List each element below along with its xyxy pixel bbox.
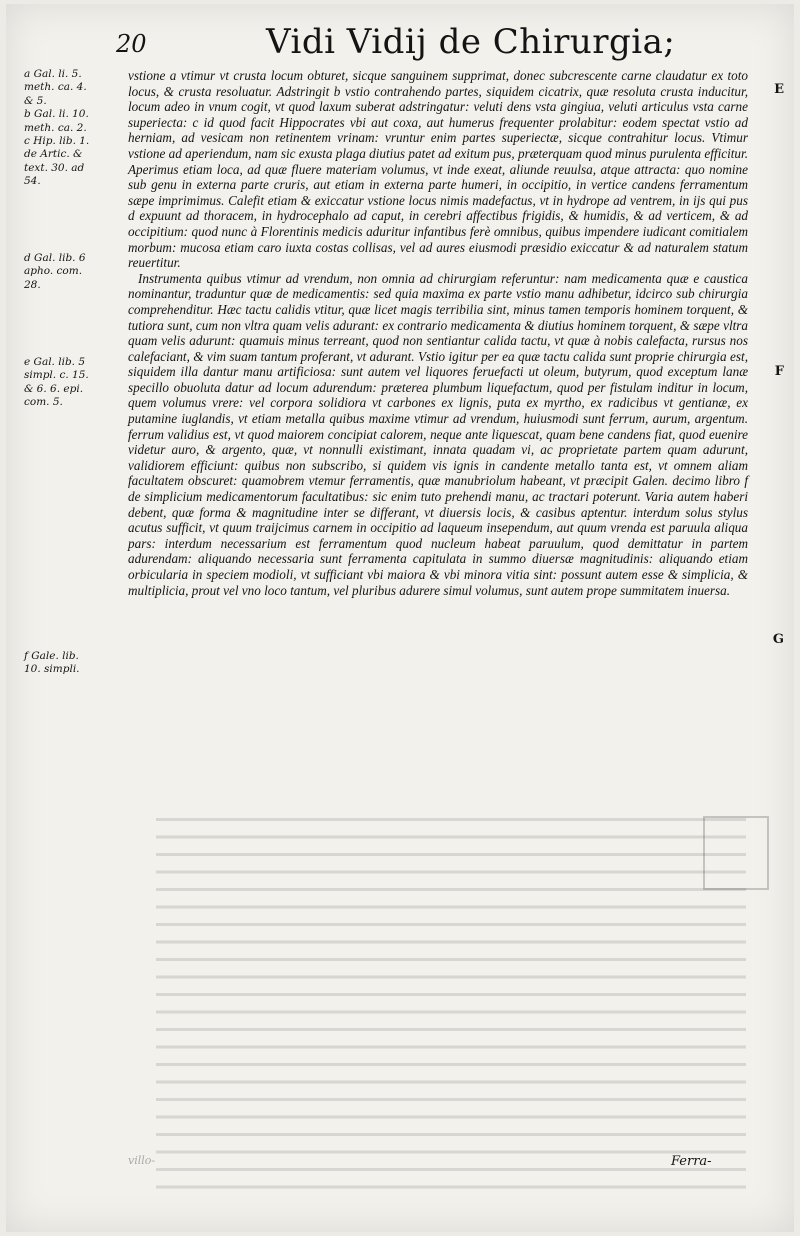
- body-text: [128, 68, 748, 598]
- bleed-through-text-area: [156, 809, 746, 1189]
- paragraph: Instrumenta quibus vtimur ad vrendum, non omnia ad chirurgiam referuntur: nam medicamenta quæ e caustica nominantur, traduntur quæ de medicamentis: sed quia maxima ex parte vstio manu adhibetur, idcirco sub chirurgia comprehenditur. Hæc tactu calidis vtitur, quæ licet magis terribilia sint, minus tamen temporis hominem torquent, & tutiora sunt, cum non vltra quam velis adurant: ex contrario medicamenta & diutius hominem torquent, & sæpe vltra quam velis adurunt: quamuis minus terreant, quod non sentiantur calida tactu, vt quæ à nobis calefacta, rursus nos calefaciant, & vim suam tantum proferant, vt adurant. Vstio igitur per ea quæ tactu calida sunt proprie chirurgia est, siquidem illa dantur manu artificiosa: sunt autem vel liquores feruefacti ut oleum, butyrum, quod exceptum lanæ specillo obuoluta datur ad locum adurendum: præterea plumbum liquefactum, quod per fistulam inditur in locum, quem volumus vrere: vel corpora solidiora vt carbones ex lignis, puta ex myrtho, ex radicibus vt gentianæ, ex putamine iuglandis, vt etiam metalla quibus maxime vtimur ad vrendum, huiusmodi sunt ferrum, aurum, argentum. ferrum validius est, vt quod maiorem concipiat calorem, neque ante liquescat, quam bene candens fiat, quod euenire videtur auro, & argento, quæ, vt nonnulli existimant, innata quadam vi, ac proprietate partem quam adurunt, validiorem efficiunt: quibus non subscribo, si quidem vis ignis in candente metallo tanta est, vt omnem aliam facultatem obscuret: quamobrem vtemur ferramentis, quæ manubriolum habeant, vt præcipit Galen. decimo libro f de simplicium medicamentorum facultatibus: sic enim tuto prehendi manu, ac tractari poterunt. Varia autem haberi debent, quæ forma & magnitudine inter se differant, vt diuersis locis, & casibus aptentur. interdum solus stylus acutus sufficit, vt quum traijcimus carnem in occipitio ad laqueum insependum, aut quum vrenda est paruula aliqua pars: interdum necessarium est ferramentum quod nucleum habeat paruulum, quod demittatur in partem adurendam: aliquando necessaria sunt ferramenta capitulata in summo diuersæ magnitudinis: aliquando etiam orbicularia in speciem modioli, vt sufficiant vbi maiora & vbi minora vitia sint: possunt autem esse & simplicia, & multiplicia, prout vel vno loco tantum, vel pluribus adurere simul volumus, sunt autem prope summitatem inuersa.: [128, 270, 748, 598]
- margin-note-text: e Gal. lib. 5 simpl. c. 15. & 6. 6. epi. com. 5.: [24, 356, 89, 409]
- margin-note: [24, 68, 119, 189]
- margin-note-text: f Gale. lib. 10. simpli.: [24, 650, 80, 676]
- page-number: 20: [116, 30, 147, 58]
- side-letter: F: [774, 364, 784, 379]
- running-head: [116, 22, 716, 68]
- margin-note-text: a Gal. li. 5. meth. ca. 4. & 5. b Gal. li. 10. meth. ca. 2. c Hip. lib. 1. de Artic. & text. 30. ad 54.: [24, 68, 90, 188]
- paragraph: vstione a vtimur vt crusta locum obturet, sicque sanguinem supprimat, donec subcrescente carne claudatur ex toto locus, & crusta resoluatur. Adstringit b vstio contrahendo partes, siquidem cicatrix, quæ resoluta crusta inducitur, locum adeo in vnum cogit, vt quod laxum suberat adstringatur: veluti dens vsta gingiua, veluti articulus vsta carne superiecta: c id quod facit Hippocrates vbi aut coxa, aut humerus frequenter prolabitur: eodem spectat vstio ad herniam, ad vesicam non retinentem vrinam: vruntur enim partes superiectæ, sicque contrahitur locus. Vtimur vstione ad aperiendum, nam sic exusta plaga diutius patet ad exitum pus, præterquam quod minus purulenta efficitur. Aperimus etiam loca, ad quæ fluere materiam volumus, vt inde exeat, aliunde reuulsa, atque attracta: quo nomine sub genu in externa parte cruris, aut etiam in externa parte humeri, in occipitio, in vertice candens ferramentum sæpe imprimimus. Calefit etiam & exiccatur vstione locus nimis madefactus, vt in hydrope ad ventrem, in ijs qui pus d expuunt ad thoracem, in hydrocephalo ad caput, in cerebri affectibus frigidis, & humidis, & ad verticem, & ad occipitium: quod nunc à Florentinis medicis aduritur infantibus ferè omnibus, quibus impendere iudicant comitialem morbum: mucosa etiam caro iuxta costas collisas, vel ad aures eiusmodi præsidio exiccatur & ad naturalem statum reuertitur.: [128, 68, 748, 271]
- side-letter: G: [772, 632, 784, 647]
- margin-note: [24, 650, 119, 677]
- catchword: Ferra-: [671, 1154, 712, 1169]
- side-letter: E: [774, 82, 784, 97]
- bleed-through-woodcut: [703, 816, 769, 890]
- running-title: Vidi Vidij de Chirurgia;: [266, 22, 676, 62]
- margin-note: [24, 252, 119, 292]
- book-page: [6, 4, 794, 1232]
- margin-note: [24, 356, 119, 410]
- margin-note-text: d Gal. lib. 6 apho. com. 28.: [24, 252, 86, 291]
- bleed-through-word: villo-: [128, 1154, 156, 1167]
